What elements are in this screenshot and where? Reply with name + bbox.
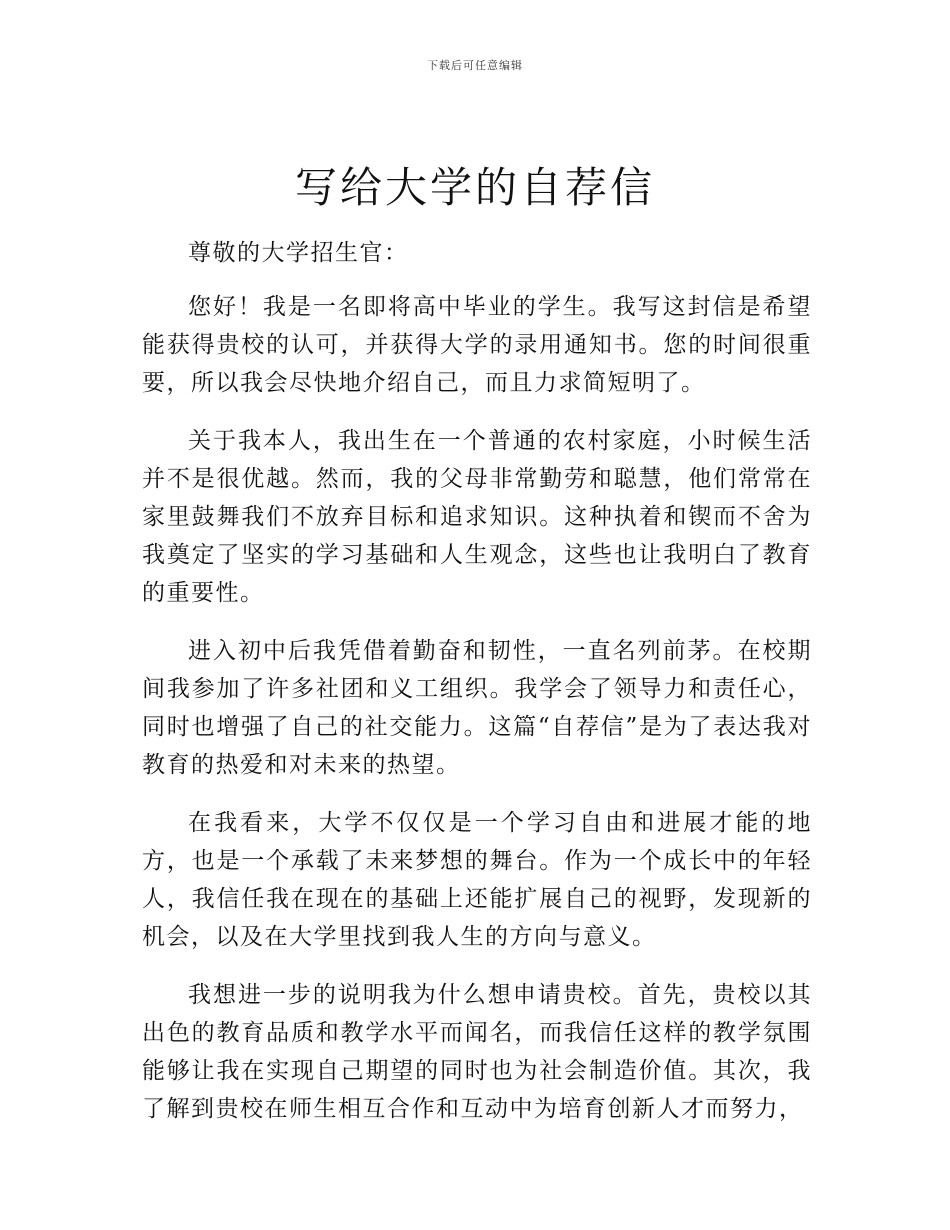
paragraph-2: 关于我本人，我出生在一个普通的农村家庭，小时候生活并不是很优越。然而，我的父母非常勤劳和聪慧，他们常常在家里鼓舞我们不放弃目标和追求知识。这种执着和锲而不舍为我奠定了坚实的学习基础和人生观念，这些也让我明白了教育的重要性。 <box>142 428 812 606</box>
paragraph-1: 您好！我是一名即将高中毕业的学生。我写这封信是希望能获得贵校的认可，并获得大学的录用通知书。您的时间很重要，所以我会尽快地介绍自己，而且力求简短明了。 <box>142 294 812 396</box>
document-title: 写给大学的自荐信 <box>294 163 655 212</box>
header-note: 下载后可任意编辑 <box>427 59 523 72</box>
paragraph-5: 我想进一步的说明我为什么想申请贵校。首先，贵校以其出色的教育品质和教学水平而闻名，而我信任这样的教学氛围能够让我在实现自己期望的同时也为社会制造价值。其次，我了解到贵校在师生相互合作和互动中为培育创新人才而努力， <box>142 982 812 1122</box>
letter-body <box>142 234 812 1148</box>
paragraph-3: 进入初中后我凭借着勤奋和韧性，一直名列前茅。在校期间我参加了许多社团和义工组织。我学会了领导力和责任心，同时也增强了自己的社交能力。这篇“自荐信”是为了表达我对教育的热爱和对未来的热望。 <box>142 638 812 778</box>
paragraph-4: 在我看来，大学不仅仅是一个学习自由和进展才能的地方，也是一个承载了未来梦想的舞台。作为一个成长中的年轻人，我信任我在现在的基础上还能扩展自己的视野，发现新的机会，以及在大学里找到我人生的方向与意义。 <box>142 810 812 950</box>
salutation: 尊敬的大学招生官： <box>188 240 409 266</box>
